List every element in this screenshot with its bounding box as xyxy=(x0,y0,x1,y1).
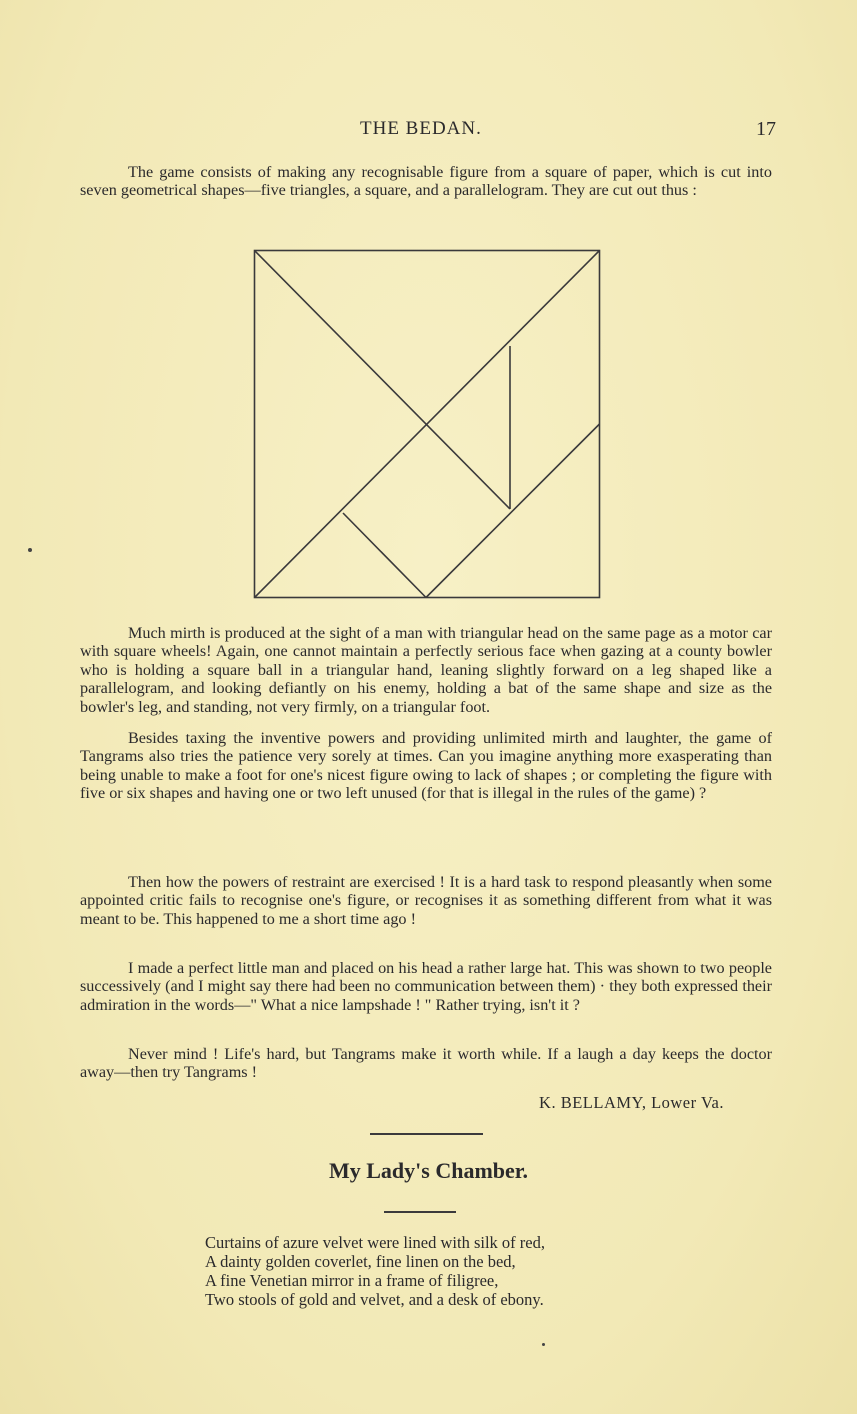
section-divider xyxy=(370,1133,483,1135)
tangram-cut-lower-small xyxy=(343,513,426,598)
title-underline xyxy=(384,1211,456,1213)
tangram-diagram xyxy=(253,249,601,599)
paragraph-mirth: Much mirth is produced at the sight of a man with triangular head on the same page as a motor car with square wheels! Again, one cannot maintain a perfectly serious face when gazing at a county bowler who is holding a square ball in a triangular hand, leaning slightly forward on a leg shaped like a parallelogram, and looking defiantly on his enemy, holding a bat of the same shape and size as the bowler's leg, and standing, not very firmly, on a triangular foot. xyxy=(80,624,772,716)
page-header xyxy=(80,118,780,148)
ink-speck xyxy=(542,1343,545,1346)
paragraph-conclusion: Never mind ! Life's hard, but Tangrams make it worth while. If a laugh a day keeps the doctor away—then try Tangrams ! xyxy=(80,1045,772,1082)
poem-title: My Lady's Chamber. xyxy=(328,1158,529,1183)
paragraph-patience: Besides taxing the inventive powers and providing unlimited mirth and laughter, the game of Tangrams also tries the patience very sorely at times. Can you imagine anything more exasperating than being unable to make a foot for one's nicest figure owing to lack of shapes ; or completing the figure with five or six shapes and having one or two left unused (for that is illegal in the rules of the game) ? xyxy=(80,729,772,803)
poem-line: A dainty golden coverlet, fine linen on the bed, xyxy=(205,1252,516,1271)
poem-body xyxy=(205,1233,545,1309)
paragraph-restraint: Then how the powers of restraint are exercised ! It is a hard task to respond pleasantly when some appointed critic fails to recognise one's figure, or recognises it as something different from what it was meant to be. This happened to me a short time ago ! xyxy=(80,873,772,928)
paragraph-intro: The game consists of making any recognisable figure from a square of paper, which is cut into seven geometrical shapes—five triangles, a square, and a parallelogram. They are cut out thus : xyxy=(80,163,772,200)
running-title: THE BEDAN. xyxy=(360,118,482,139)
ink-speck xyxy=(28,548,32,552)
poem-line: A fine Venetian mirror in a frame of filigree, xyxy=(205,1271,499,1290)
paragraph-lampshade: I made a perfect little man and placed on his head a rather large hat. This was shown to two people successively (and I might say there had been no communication between them) · they both expressed their admiration in the words—" What a nice lampshade ! " Rather trying, isn't it ? xyxy=(80,959,772,1014)
poem-line: Curtains of azure velvet were lined with silk of red, xyxy=(205,1233,545,1252)
author-signature: K. BELLAMY, Lower Va. xyxy=(539,1093,724,1112)
poem-line: Two stools of gold and velvet, and a desk of ebony. xyxy=(205,1290,544,1309)
page-number: 17 xyxy=(756,118,776,140)
